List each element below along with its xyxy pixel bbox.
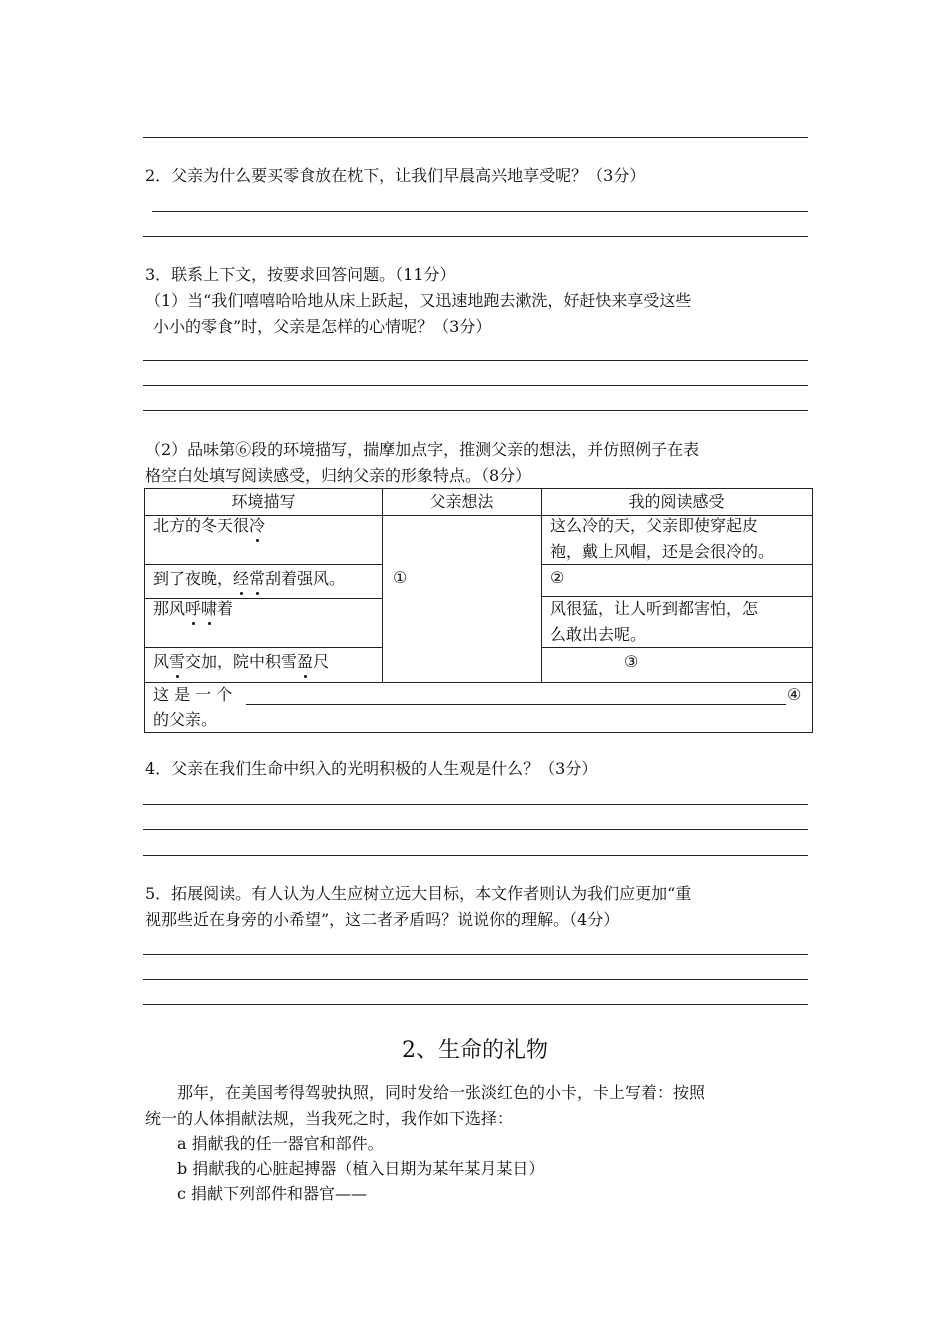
thought-blank-marker: ① bbox=[393, 568, 408, 587]
env-row-4: 风雪交加，院中积雪盈尺 bbox=[153, 649, 329, 675]
reading-table bbox=[144, 488, 813, 733]
dotted-char: 啸 bbox=[201, 596, 217, 622]
answer-line bbox=[152, 211, 808, 212]
dotted-char: 冷 bbox=[249, 513, 265, 539]
option-a: a 捐献我的任一器官和部件。 bbox=[177, 1134, 384, 1153]
answer-line bbox=[143, 954, 808, 955]
question-2: 2．父亲为什么要买零食放在枕下，让我们早晨高兴地享受呢？（3分） bbox=[145, 166, 646, 185]
feel-row-3-line-1: 风很猛，让人听到都害怕，怎 bbox=[550, 599, 759, 618]
table-divider bbox=[541, 489, 542, 683]
summary-blank-marker: ④ bbox=[787, 685, 802, 704]
answer-line bbox=[143, 804, 808, 805]
answer-line bbox=[143, 855, 808, 856]
article-title: 2、生命的礼物 bbox=[402, 1038, 548, 1063]
question-3-2-line-1: （2）品味第⑥段的环境描写，揣摩加点字，推测父亲的想法，并仿照例子在表 bbox=[145, 440, 700, 459]
env-row-1: 北方的冬天很冷 bbox=[153, 513, 265, 539]
summary-answer-line bbox=[246, 704, 786, 705]
question-3-1-line-2: 小小的零食”时，父亲是怎样的心情呢？（3分） bbox=[153, 317, 492, 336]
table-header-father-thought: 父亲想法 bbox=[429, 492, 494, 511]
feel-row-1-line-1: 这么冷的天，父亲即使穿起皮 bbox=[550, 516, 759, 535]
article-paragraph-line-2: 统一的人体捐献法规，当我死之时，我作如下选择： bbox=[145, 1109, 514, 1128]
feel-row-3-line-2: 么敢出去呢。 bbox=[550, 625, 647, 644]
answer-line bbox=[143, 236, 808, 237]
answer-line bbox=[143, 829, 808, 830]
answer-line bbox=[143, 979, 808, 980]
feel-row-1-line-2: 袍，戴上风帽，还是会很冷的。 bbox=[550, 542, 775, 561]
dotted-char: 盈 bbox=[297, 649, 313, 675]
option-b: b 捐献我的心脏起搏器（植入日期为某年某月某日） bbox=[177, 1159, 545, 1178]
table-header-environment: 环境描写 bbox=[231, 492, 296, 511]
question-3-2-line-2: 格空白处填写阅读感受，归纳父亲的形象特点。（8分） bbox=[145, 466, 532, 485]
summary-suffix: 的父亲。 bbox=[153, 710, 218, 729]
env-row-2: 到了夜晚，经常刮着强风。 bbox=[153, 566, 345, 592]
question-3-1-line-1: （1）当“我们嘻嘻哈哈地从床上跃起，又迅速地跑去漱洗，好赶快来享受这些 bbox=[145, 291, 692, 310]
answer-line bbox=[143, 410, 808, 411]
feel-blank-marker-2: ② bbox=[550, 568, 565, 587]
question-3: 3．联系上下文，按要求回答问题。（11分） bbox=[145, 265, 456, 284]
answer-line bbox=[143, 137, 808, 138]
dotted-char: 常 bbox=[249, 566, 265, 592]
question-5-line-2: 视那些近在身旁的小希望”，这二者矛盾吗？说说你的理解。（4分） bbox=[145, 910, 620, 929]
dotted-char: 经 bbox=[233, 566, 249, 592]
question-4: 4．父亲在我们生命中织入的光明积极的人生观是什么？（3分） bbox=[145, 759, 598, 778]
dotted-char: 呼 bbox=[185, 596, 201, 622]
table-divider bbox=[145, 564, 382, 565]
summary-prefix: 这 是 一 个 bbox=[153, 685, 233, 704]
option-c: c 捐献下列部件和器官—— bbox=[177, 1184, 368, 1203]
table-divider bbox=[145, 647, 382, 648]
answer-line bbox=[143, 1004, 808, 1005]
env-row-3: 那风呼啸着 bbox=[153, 596, 233, 622]
feel-blank-marker-3: ③ bbox=[624, 652, 639, 671]
table-header-reading-feeling: 我的阅读感受 bbox=[628, 492, 725, 511]
table-divider bbox=[382, 489, 383, 683]
article-paragraph-line-1: 那年，在美国考得驾驶执照，同时发给一张淡红色的小卡，卡上写着：按照 bbox=[177, 1083, 706, 1102]
dotted-char: 雪 bbox=[169, 649, 185, 675]
answer-line bbox=[143, 385, 808, 386]
table-divider bbox=[145, 682, 812, 683]
question-5-line-1: 5．拓展阅读。有人认为人生应树立远大目标，本文作者则认为我们应更加“重 bbox=[145, 884, 692, 903]
answer-line bbox=[143, 360, 808, 361]
